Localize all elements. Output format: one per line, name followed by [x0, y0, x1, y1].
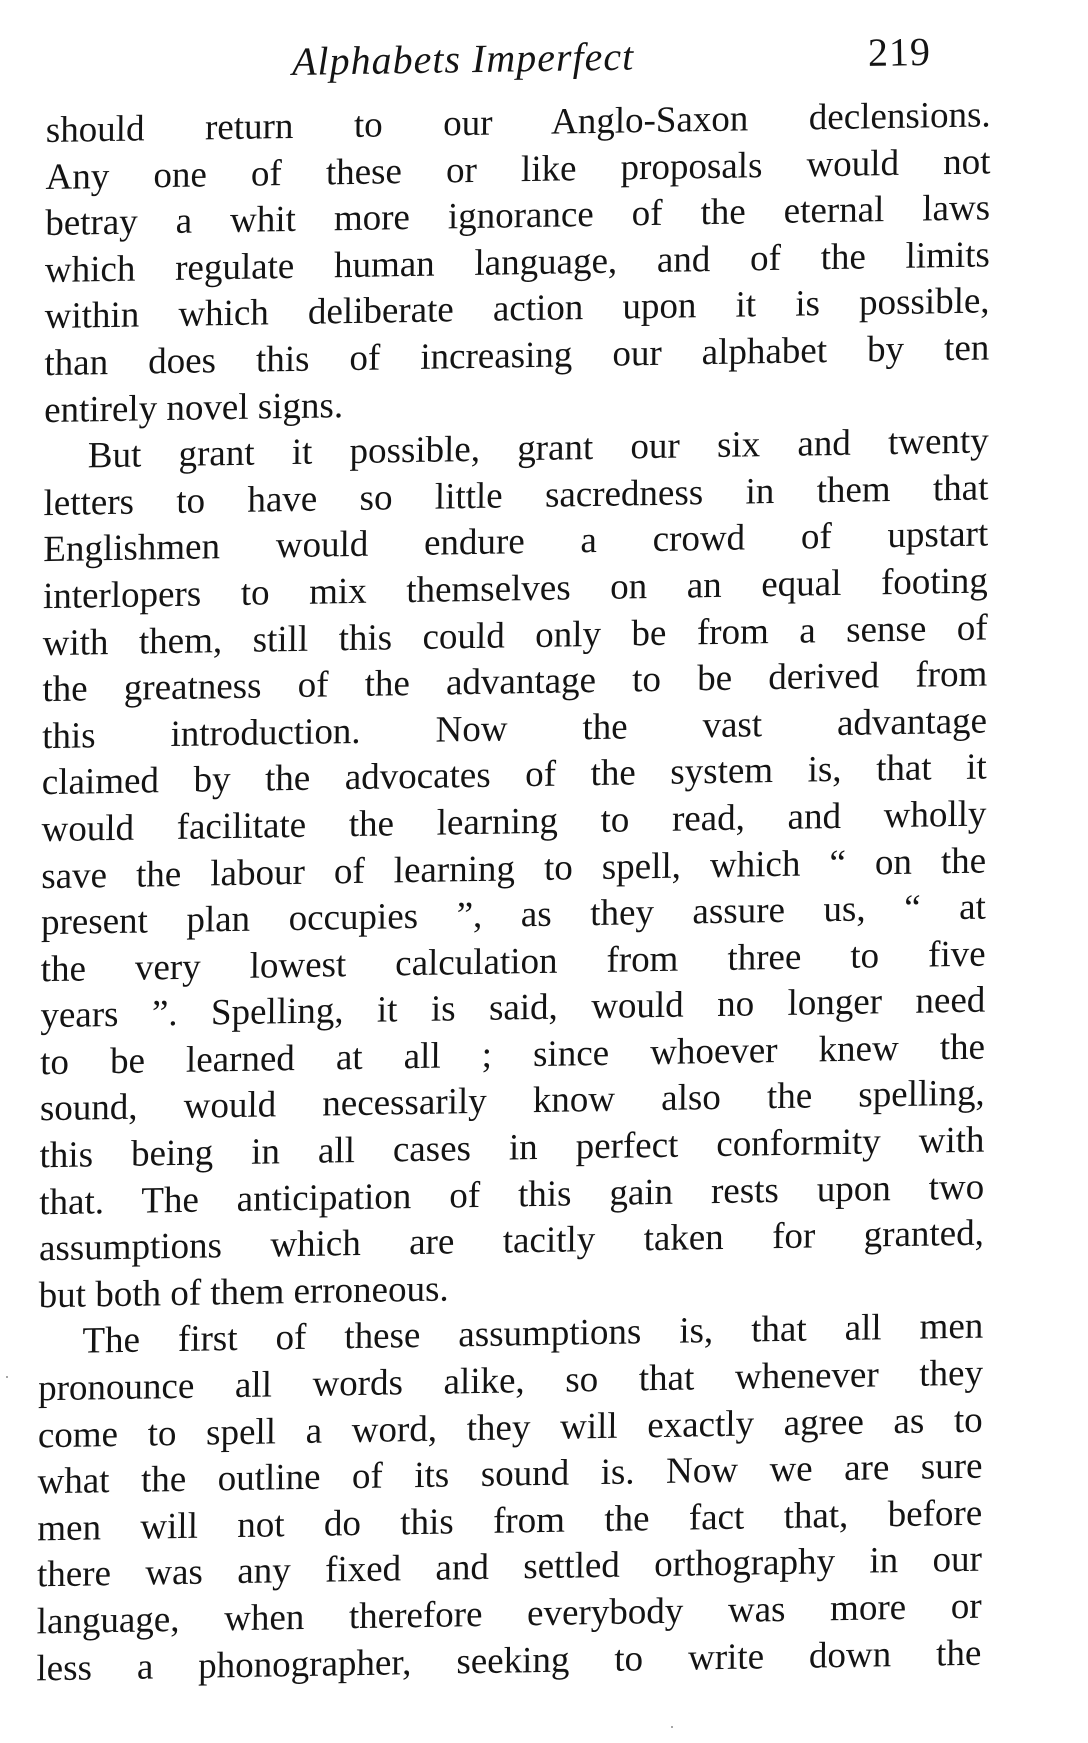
text-line: The first of these assumptions is, that all men	[82, 1306, 984, 1363]
text-line: there was any fixed and settled orthography in our	[36, 1539, 983, 1596]
text-line: entirely novel signs.	[44, 384, 344, 431]
paragraph-1	[44, 92, 991, 434]
text-line: men will not do this from the fact that, before	[37, 1492, 983, 1550]
text-line: years ”. Spelling, it is said, would no longer need	[40, 979, 986, 1037]
scan-speck	[671, 1726, 673, 1728]
text-line: what the outline of its sound is. Now we are sure	[37, 1445, 983, 1503]
text-line: claimed by the advocates of the system is, that it	[41, 746, 987, 804]
paragraph-3	[36, 1304, 983, 1693]
text-line: than does this of increasing our alphabet by ten	[44, 327, 990, 385]
scan-speck	[6, 1376, 8, 1378]
text-line: sound, would necessarily know also the spelling,	[39, 1073, 985, 1130]
text-line: assumptions which are tacitly taken for granted,	[38, 1212, 985, 1270]
text-line: Any one of these or like proposals would not	[45, 140, 991, 198]
text-line: would facilitate the learning to read, and wholly	[41, 793, 987, 851]
text-line: pronounce all words alike, so that whenever they	[38, 1352, 984, 1410]
text-line: come to spell a word, they will exactly agree as to	[37, 1399, 983, 1456]
text-line: with them, still this could only be from a sense of	[42, 606, 988, 664]
text-line: less a phonographer, seeking to write down the	[36, 1632, 982, 1689]
text-line: to be learned at all ; since whoever knew the	[40, 1026, 986, 1084]
text-line: that. The anticipation of this gain rests upon two	[39, 1166, 985, 1223]
text-line: the greatness of the advantage to be derived from	[42, 653, 988, 711]
running-title: Alphabets Imperfect	[291, 33, 635, 84]
running-head	[0, 21, 1088, 98]
paragraph-2	[39, 419, 989, 1320]
text-line: within which deliberate action upon it is possible,	[44, 280, 990, 338]
text-line: save the labour of learning to spell, which “ on the	[41, 840, 987, 897]
text-line: interlopers to mix themselves on an equal footing	[42, 560, 989, 618]
text-line: present plan occupies ”, as they assure us, “ at	[40, 886, 987, 944]
body-text	[36, 92, 991, 1692]
text-line: should return to our Anglo-Saxon declensions.	[45, 94, 991, 152]
text-line: the very lowest calculation from three to five	[40, 933, 986, 990]
text-line: Englishmen would endure a crowd of upstart	[43, 513, 989, 571]
text-line: this introduction. Now the vast advantage	[42, 700, 988, 757]
text-line: language, when therefore everybody was more or	[36, 1585, 982, 1643]
text-line: letters to have so little sacredness in them that	[43, 467, 989, 524]
text-line: betray a whit more ignorance of the eternal laws	[45, 187, 991, 245]
page-number: 219	[867, 28, 932, 75]
text-line: But grant it possible, grant our six and twenty	[87, 420, 989, 477]
text-line: which regulate human language, and of the limits	[44, 234, 991, 291]
text-line: this being in all cases in perfect conformity with	[39, 1119, 985, 1177]
text-line: but both of them erroneous.	[38, 1268, 449, 1317]
